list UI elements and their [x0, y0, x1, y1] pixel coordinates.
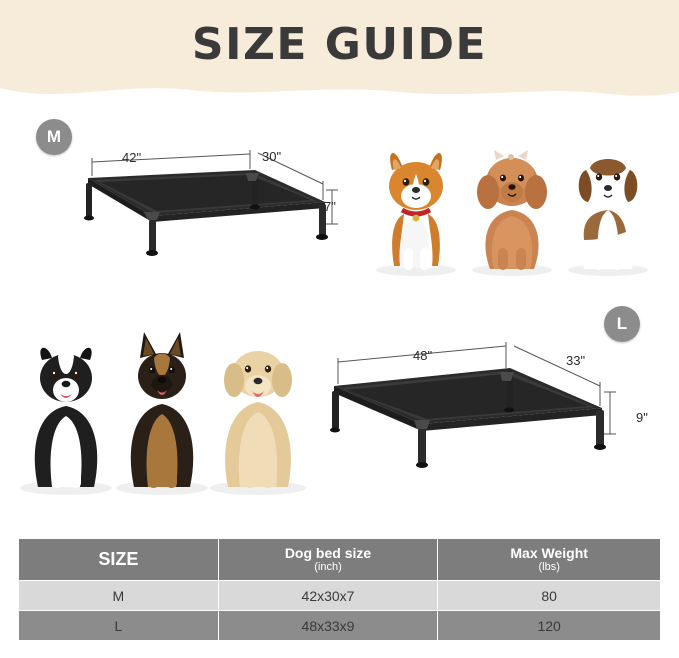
table-header-size: SIZE — [19, 539, 219, 581]
dog-poodle — [472, 150, 552, 276]
table-header-max-weight — [438, 539, 661, 581]
dimension-label-l-height: 9" — [636, 410, 648, 425]
cell-bed-size-l: 48x33x9 — [218, 611, 438, 641]
header-banner — [0, 0, 679, 104]
cell-max-weight-l: 120 — [438, 611, 661, 641]
table-header-bed-size — [218, 539, 438, 581]
table-header-bed-size-unit: (inch) — [314, 561, 342, 574]
table-header-bed-size-label: Dog bed size — [284, 545, 372, 562]
page-title: SIZE GUIDE — [191, 18, 488, 70]
cell-size-m: M — [19, 581, 219, 611]
table-header-row — [19, 539, 661, 581]
dog-beagle — [568, 159, 648, 276]
size-table — [18, 538, 661, 641]
table-header-max-weight-unit: (lbs) — [538, 561, 560, 574]
dog-border-collie — [20, 348, 112, 495]
dimension-label-l-length: 48" — [413, 348, 433, 363]
cell-size-l: L — [19, 611, 219, 641]
table-header-max-weight-label: Max Weight — [510, 545, 588, 562]
dog-corgi — [376, 153, 456, 276]
size-badge-medium: M — [36, 119, 72, 155]
size-badge-large: L — [604, 306, 640, 342]
cell-max-weight-m: 80 — [438, 581, 661, 611]
dimension-label-l-width: 33" — [566, 353, 586, 368]
dimension-label-m-height: 7" — [324, 199, 336, 214]
dimension-label-m-length: 42" — [122, 150, 142, 165]
dog-golden-retriever — [210, 351, 306, 495]
table-row — [19, 611, 661, 641]
dog-bed-illustration-large — [310, 338, 646, 480]
dog-group-medium — [368, 130, 656, 278]
dimension-label-m-width: 30" — [262, 149, 282, 164]
dog-group-large — [14, 324, 314, 496]
table-row — [19, 581, 661, 611]
dog-german-shepherd — [116, 332, 208, 495]
dog-bed-illustration-medium — [20, 140, 350, 275]
wave-divider-icon — [0, 82, 679, 104]
cell-bed-size-m: 42x30x7 — [218, 581, 438, 611]
